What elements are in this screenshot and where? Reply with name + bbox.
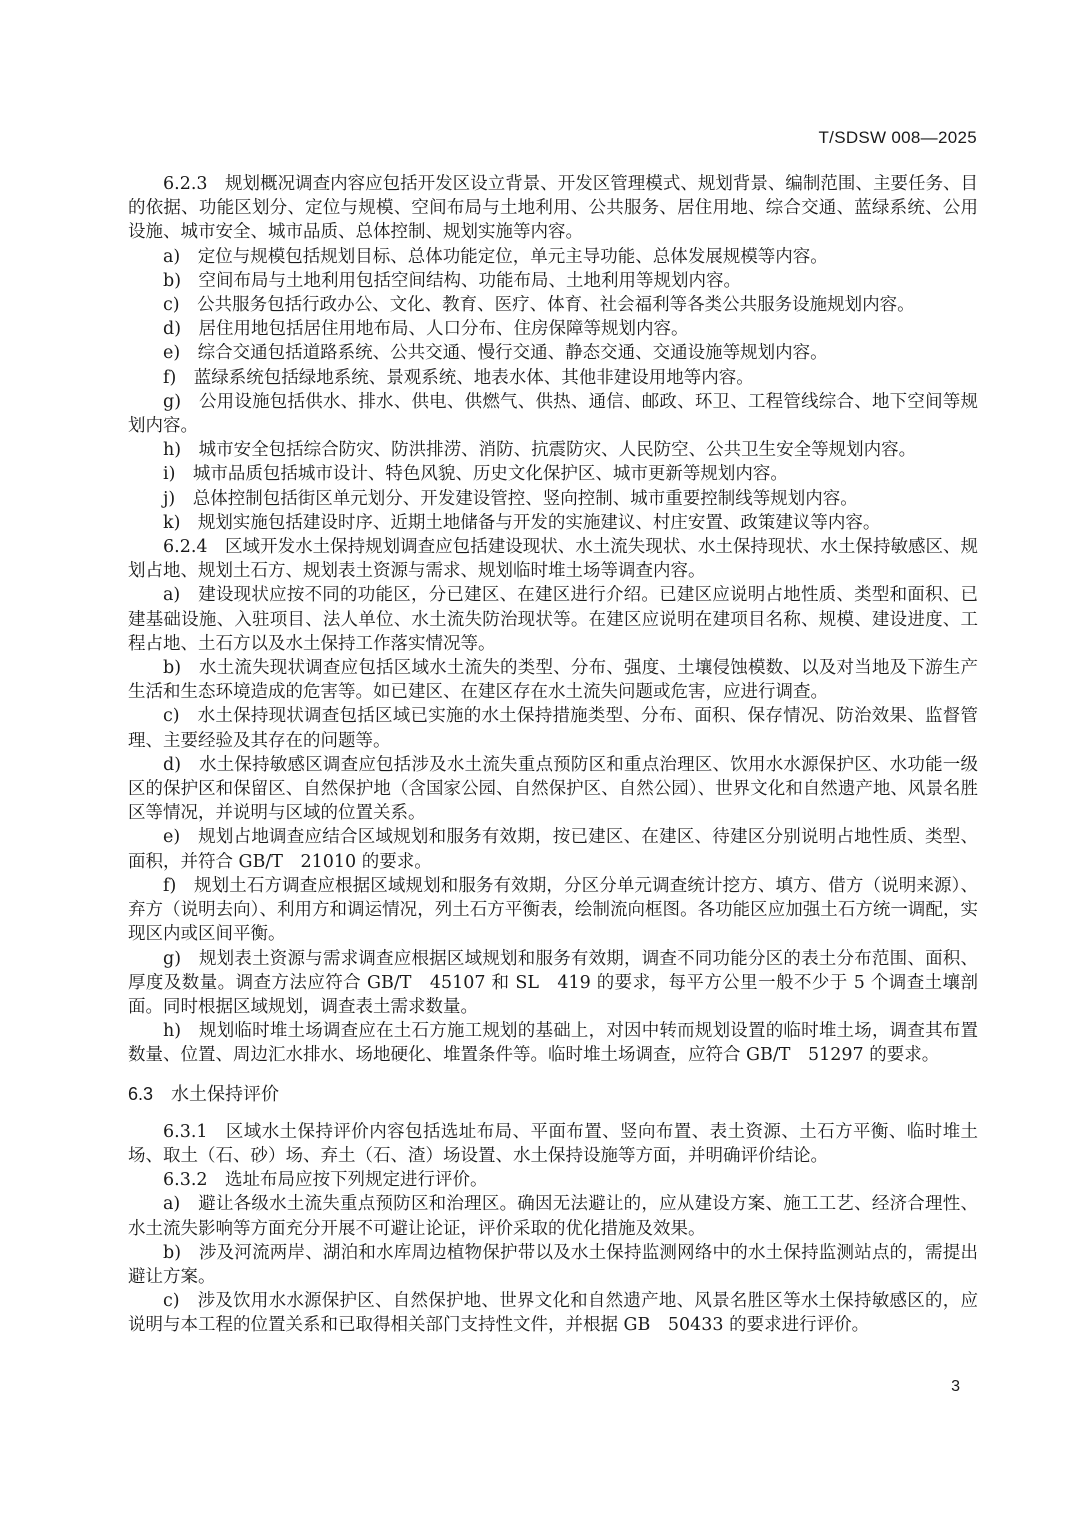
paragraph: e) 规划占地调查应结合区域规划和服务有效期，按已建区、在建区、待建区分别说明占地性质、类型、面积，并符合 GB/T 21010 的要求。 <box>128 827 978 872</box>
paragraph: 6.2.3 规划概况调查内容应包括开发区设立背景、开发区管理模式、规划背景、编制范围、主要任务、目的依据、功能区划分、定位与规模、空间布局与土地利用、公共服务、居住用地、综合交通、蓝绿系统、公用设施、城市安全、城市品质、总体控制、规划实施等内容。 <box>128 174 978 243</box>
paragraph: h) 城市安全包括综合防灾、防洪排涝、消防、抗震防灾、人民防空、公共卫生安全等规划内容。 <box>163 440 917 461</box>
page-number: 3 <box>951 1378 960 1395</box>
paragraph: e) 综合交通包括道路系统、公共交通、慢行交通、静态交通、交通设施等规划内容。 <box>163 343 828 364</box>
paragraph: c) 涉及饮用水水源保护区、自然保护地、世界文化和自然遗产地、风景名胜区等水土保持敏感区的，应说明与本工程的位置关系和已取得相关部门支持性文件，并根据 GB 50433 的要求进行评价。 <box>128 1291 978 1336</box>
paragraph: a) 建设现状应按不同的功能区，分已建区、在建区进行介绍。已建区应说明占地性质、类型和面积、已建基础设施、入驻项目、法人单位、水土流失防治现状等。在建区应说明在建项目名称、规模、建设进度、工程占地、土石方以及水土保持工作落实情况等。 <box>128 585 978 654</box>
paragraph: j) 总体控制包括街区单元划分、开发建设管控、竖向控制、城市重要控制线等规划内容。 <box>163 488 858 509</box>
paragraph: 6.3.2 选址布局应按下列规定进行评价。 <box>163 1170 488 1191</box>
paragraph: a) 避让各级水土流失重点预防区和治理区。确因无法避让的，应从建设方案、施工工艺、经济合理性、水土流失影响等方面充分开展不可避让论证，评价采取的优化措施及效果。 <box>128 1194 978 1239</box>
paragraph: 6.2.4 区域开发水土保持规划调查应包括建设现状、水土流失现状、水土保持现状、水土保持敏感区、规划占地、规划土石方、规划表土资源与需求、规划临时堆土场等调查内容。 <box>128 537 978 582</box>
paragraph: d) 居住用地包括居住用地布局、人口分布、住房保障等规划内容。 <box>163 319 689 340</box>
paragraph: f) 规划土石方调查应根据区域规划和服务有效期，分区分单元调查统计挖方、填方、借方（说明来源）、弃方（说明去向）、利用方和调运情况，列土石方平衡表，绘制流向框图。各功能区应加强土石方统一调配，实现区内或区间平衡。 <box>128 875 978 945</box>
paragraph: b) 水土流失现状调查应包括区域水土流失的类型、分布、强度、土壤侵蚀模数、以及对当地及下游生产生活和生态环境造成的危害等。如已建区、在建区存在水土流失问题或危害，应进行调查。 <box>128 658 978 703</box>
paragraph: a) 定位与规模包括规划目标、总体功能定位，单元主导功能、总体发展规模等内容。 <box>163 246 828 267</box>
paragraph: i) 城市品质包括城市设计、特色风貌、历史文化保护区、城市更新等规划内容。 <box>163 464 788 485</box>
paragraph: 6.3.1 区域水土保持评价内容包括选址布局、平面布置、竖向布置、表土资源、土石方平衡、临时堆土场、取土（石、砂）场、弃土（石、渣）场设置、水土保持设施等方面，并明确评价结论。 <box>128 1121 978 1166</box>
paragraph: h) 规划临时堆土场调查应在土石方施工规划的基础上，对因中转而规划设置的临时堆土场，调查其布置数量、位置、周边汇水排水、场地硬化、堆置条件等。临时堆土场调查，应符合 GB/T 51297 的要求。 <box>128 1021 978 1066</box>
paragraph: c) 水土保持现状调查包括区域已实施的水土保持措施类型、分布、面积、保存情况、防治效果、监督管理、主要经验及其存在的问题等。 <box>128 706 978 751</box>
paragraph: g) 规划表土资源与需求调查应根据区域规划和服务有效期，调查不同功能分区的表土分布范围、面积、厚度及数量。调查方法应符合 GB/T 45107 和 SL 419 的要求，每平方公里一般不少于 5 个调查土壤剖面。同时根据区域规划，调查表土需求数量。 <box>128 948 978 1017</box>
paragraph: g) 公用设施包括供水、排水、供电、供燃气、供热、通信、邮政、环卫、工程管线综合、地下空间等规划内容。 <box>128 391 978 437</box>
paragraph: c) 公共服务包括行政办公、文化、教育、医疗、体育、社会福利等各类公共服务设施规划内容。 <box>163 295 915 316</box>
document-body <box>128 172 978 1338</box>
paragraph: f) 蓝绿系统包括绿地系统、景观系统、地表水体、其他非建设用地等内容。 <box>163 367 754 388</box>
paragraph: k) 规划实施包括建设时序、近期土地储备与开发的实施建议、村庄安置、政策建议等内容。 <box>163 512 881 533</box>
paragraph: b) 涉及河流两岸、湖泊和水库周边植物保护带以及水土保持监测网络中的水土保持监测站点的，需提出避让方案。 <box>128 1242 978 1287</box>
standard-code-header: T/SDSW 008—2025 <box>818 128 977 147</box>
paragraph: b) 空间布局与土地利用包括空间结构、功能布局、土地利用等规划内容。 <box>163 270 742 291</box>
section-heading: 6.3 水土保持评价 <box>128 1083 280 1104</box>
paragraph: d) 水土保持敏感区调查应包括涉及水土流失重点预防区和重点治理区、饮用水水源保护区、水功能一级区的保护区和保留区、自然保护地（含国家公园、自然保护区、自然公园）、世界文化和自然遗产地、风景名胜区等情况，并说明与区域的位置关系。 <box>128 754 978 824</box>
